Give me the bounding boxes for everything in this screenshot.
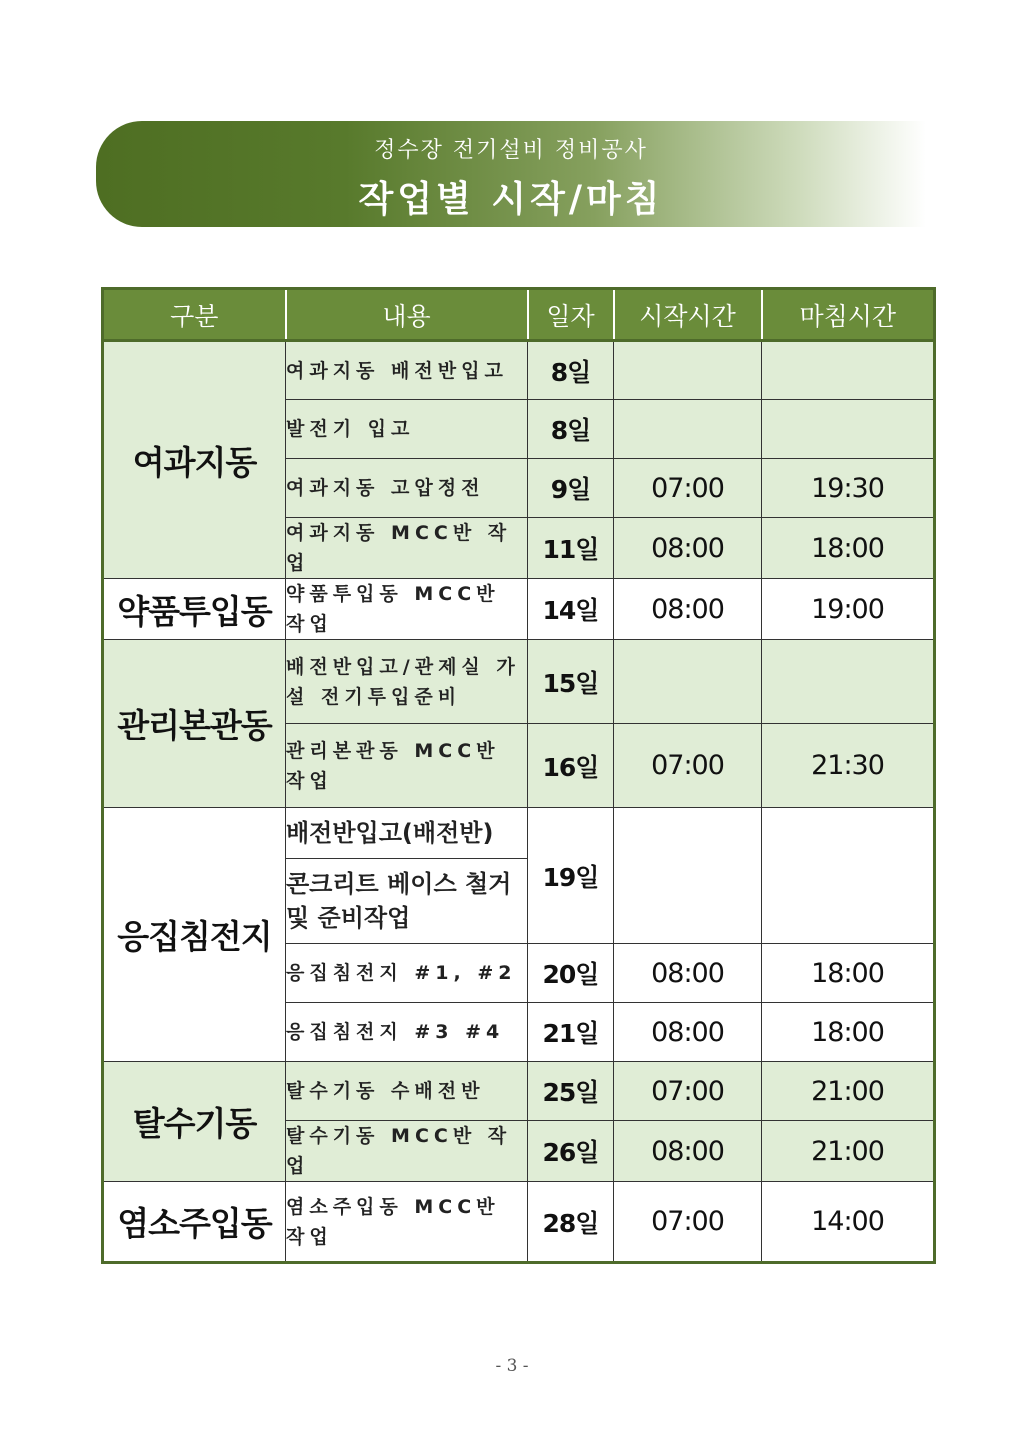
- header-row: [103, 289, 935, 341]
- task-cell: 여과지동 MCC반 작업: [286, 518, 528, 579]
- start-time-cell: 08:00: [614, 1003, 762, 1062]
- header-end-time: 마침시간: [762, 289, 935, 341]
- end-time-cell: 18:00: [762, 518, 935, 579]
- task-cell: 여과지동 배전반입고: [286, 341, 528, 400]
- task-cell: 응집침전지 #1, #2: [286, 944, 528, 1003]
- start-time-cell: 07:00: [614, 459, 762, 518]
- start-time-cell: 08:00: [614, 579, 762, 640]
- task-cell: 콘크리트 베이스 철거 및 준비작업: [286, 859, 528, 944]
- date-cell: 14일: [528, 579, 614, 640]
- banner-subtitle: 정수장 전기설비 정비공사: [374, 138, 648, 163]
- date-cell: 9일: [528, 459, 614, 518]
- task-cell: 탈수기동 MCC반 작업: [286, 1121, 528, 1182]
- end-time-cell: 21:00: [762, 1062, 935, 1121]
- start-time-cell: 08:00: [614, 1121, 762, 1182]
- end-time-cell: 19:00: [762, 579, 935, 640]
- task-cell: 발전기 입고: [286, 400, 528, 459]
- header-start-time: 시작시간: [614, 289, 762, 341]
- category-cell: 약품투입동: [103, 579, 286, 640]
- start-time-cell: [614, 400, 762, 459]
- end-time-cell: 18:00: [762, 1003, 935, 1062]
- header-date: 일자: [528, 289, 614, 341]
- date-cell: 19일: [528, 808, 614, 944]
- task-cell: 탈수기동 수배전반: [286, 1062, 528, 1121]
- end-time-cell: 18:00: [762, 944, 935, 1003]
- start-time-cell: 07:00: [614, 724, 762, 808]
- start-time-cell: [614, 341, 762, 400]
- end-time-cell: [762, 341, 935, 400]
- title-banner: [96, 121, 926, 227]
- banner-title: 작업별 시작/마침: [358, 178, 664, 220]
- table-row: [103, 1062, 935, 1121]
- table-row: [103, 808, 935, 859]
- end-time-cell: 21:00: [762, 1121, 935, 1182]
- table-row: [103, 1182, 935, 1263]
- start-time-cell: 07:00: [614, 1182, 762, 1263]
- start-time-cell: 08:00: [614, 944, 762, 1003]
- end-time-cell: [762, 400, 935, 459]
- date-cell: 11일: [528, 518, 614, 579]
- table-row: [103, 341, 935, 400]
- header-category: 구분: [103, 289, 286, 341]
- date-cell: 15일: [528, 640, 614, 724]
- header-content: 내용: [286, 289, 528, 341]
- end-time-cell: [762, 640, 935, 724]
- date-cell: 26일: [528, 1121, 614, 1182]
- date-cell: 25일: [528, 1062, 614, 1121]
- table-row: [103, 640, 935, 724]
- task-cell: 여과지동 고압정전: [286, 459, 528, 518]
- task-cell: 배전반입고/관제실 가설 전기투입준비: [286, 640, 528, 724]
- task-cell: 염소주입동 MCC반 작업: [286, 1182, 528, 1263]
- date-cell: 20일: [528, 944, 614, 1003]
- table-row: [103, 579, 935, 640]
- end-time-cell: 19:30: [762, 459, 935, 518]
- date-cell: 28일: [528, 1182, 614, 1263]
- task-cell: 배전반입고(배전반): [286, 808, 528, 859]
- category-cell: 관리본관동: [103, 640, 286, 808]
- start-time-cell: [614, 640, 762, 724]
- category-cell: 응집침전지: [103, 808, 286, 1062]
- category-cell: 염소주입동: [103, 1182, 286, 1263]
- task-cell: 관리본관동 MCC반 작업: [286, 724, 528, 808]
- category-cell: 탈수기동: [103, 1062, 286, 1182]
- date-cell: 8일: [528, 400, 614, 459]
- start-time-cell: [614, 808, 762, 944]
- end-time-cell: 21:30: [762, 724, 935, 808]
- date-cell: 16일: [528, 724, 614, 808]
- start-time-cell: 08:00: [614, 518, 762, 579]
- page-number: - 3 -: [495, 1356, 529, 1376]
- date-cell: 21일: [528, 1003, 614, 1062]
- end-time-cell: 14:00: [762, 1182, 935, 1263]
- task-cell: 약품투입동 MCC반 작업: [286, 579, 528, 640]
- end-time-cell: [762, 808, 935, 944]
- category-cell: 여과지동: [103, 341, 286, 579]
- date-cell: 8일: [528, 341, 614, 400]
- task-cell: 응집침전지 #3 #4: [286, 1003, 528, 1062]
- schedule-table: [101, 287, 936, 1264]
- start-time-cell: 07:00: [614, 1062, 762, 1121]
